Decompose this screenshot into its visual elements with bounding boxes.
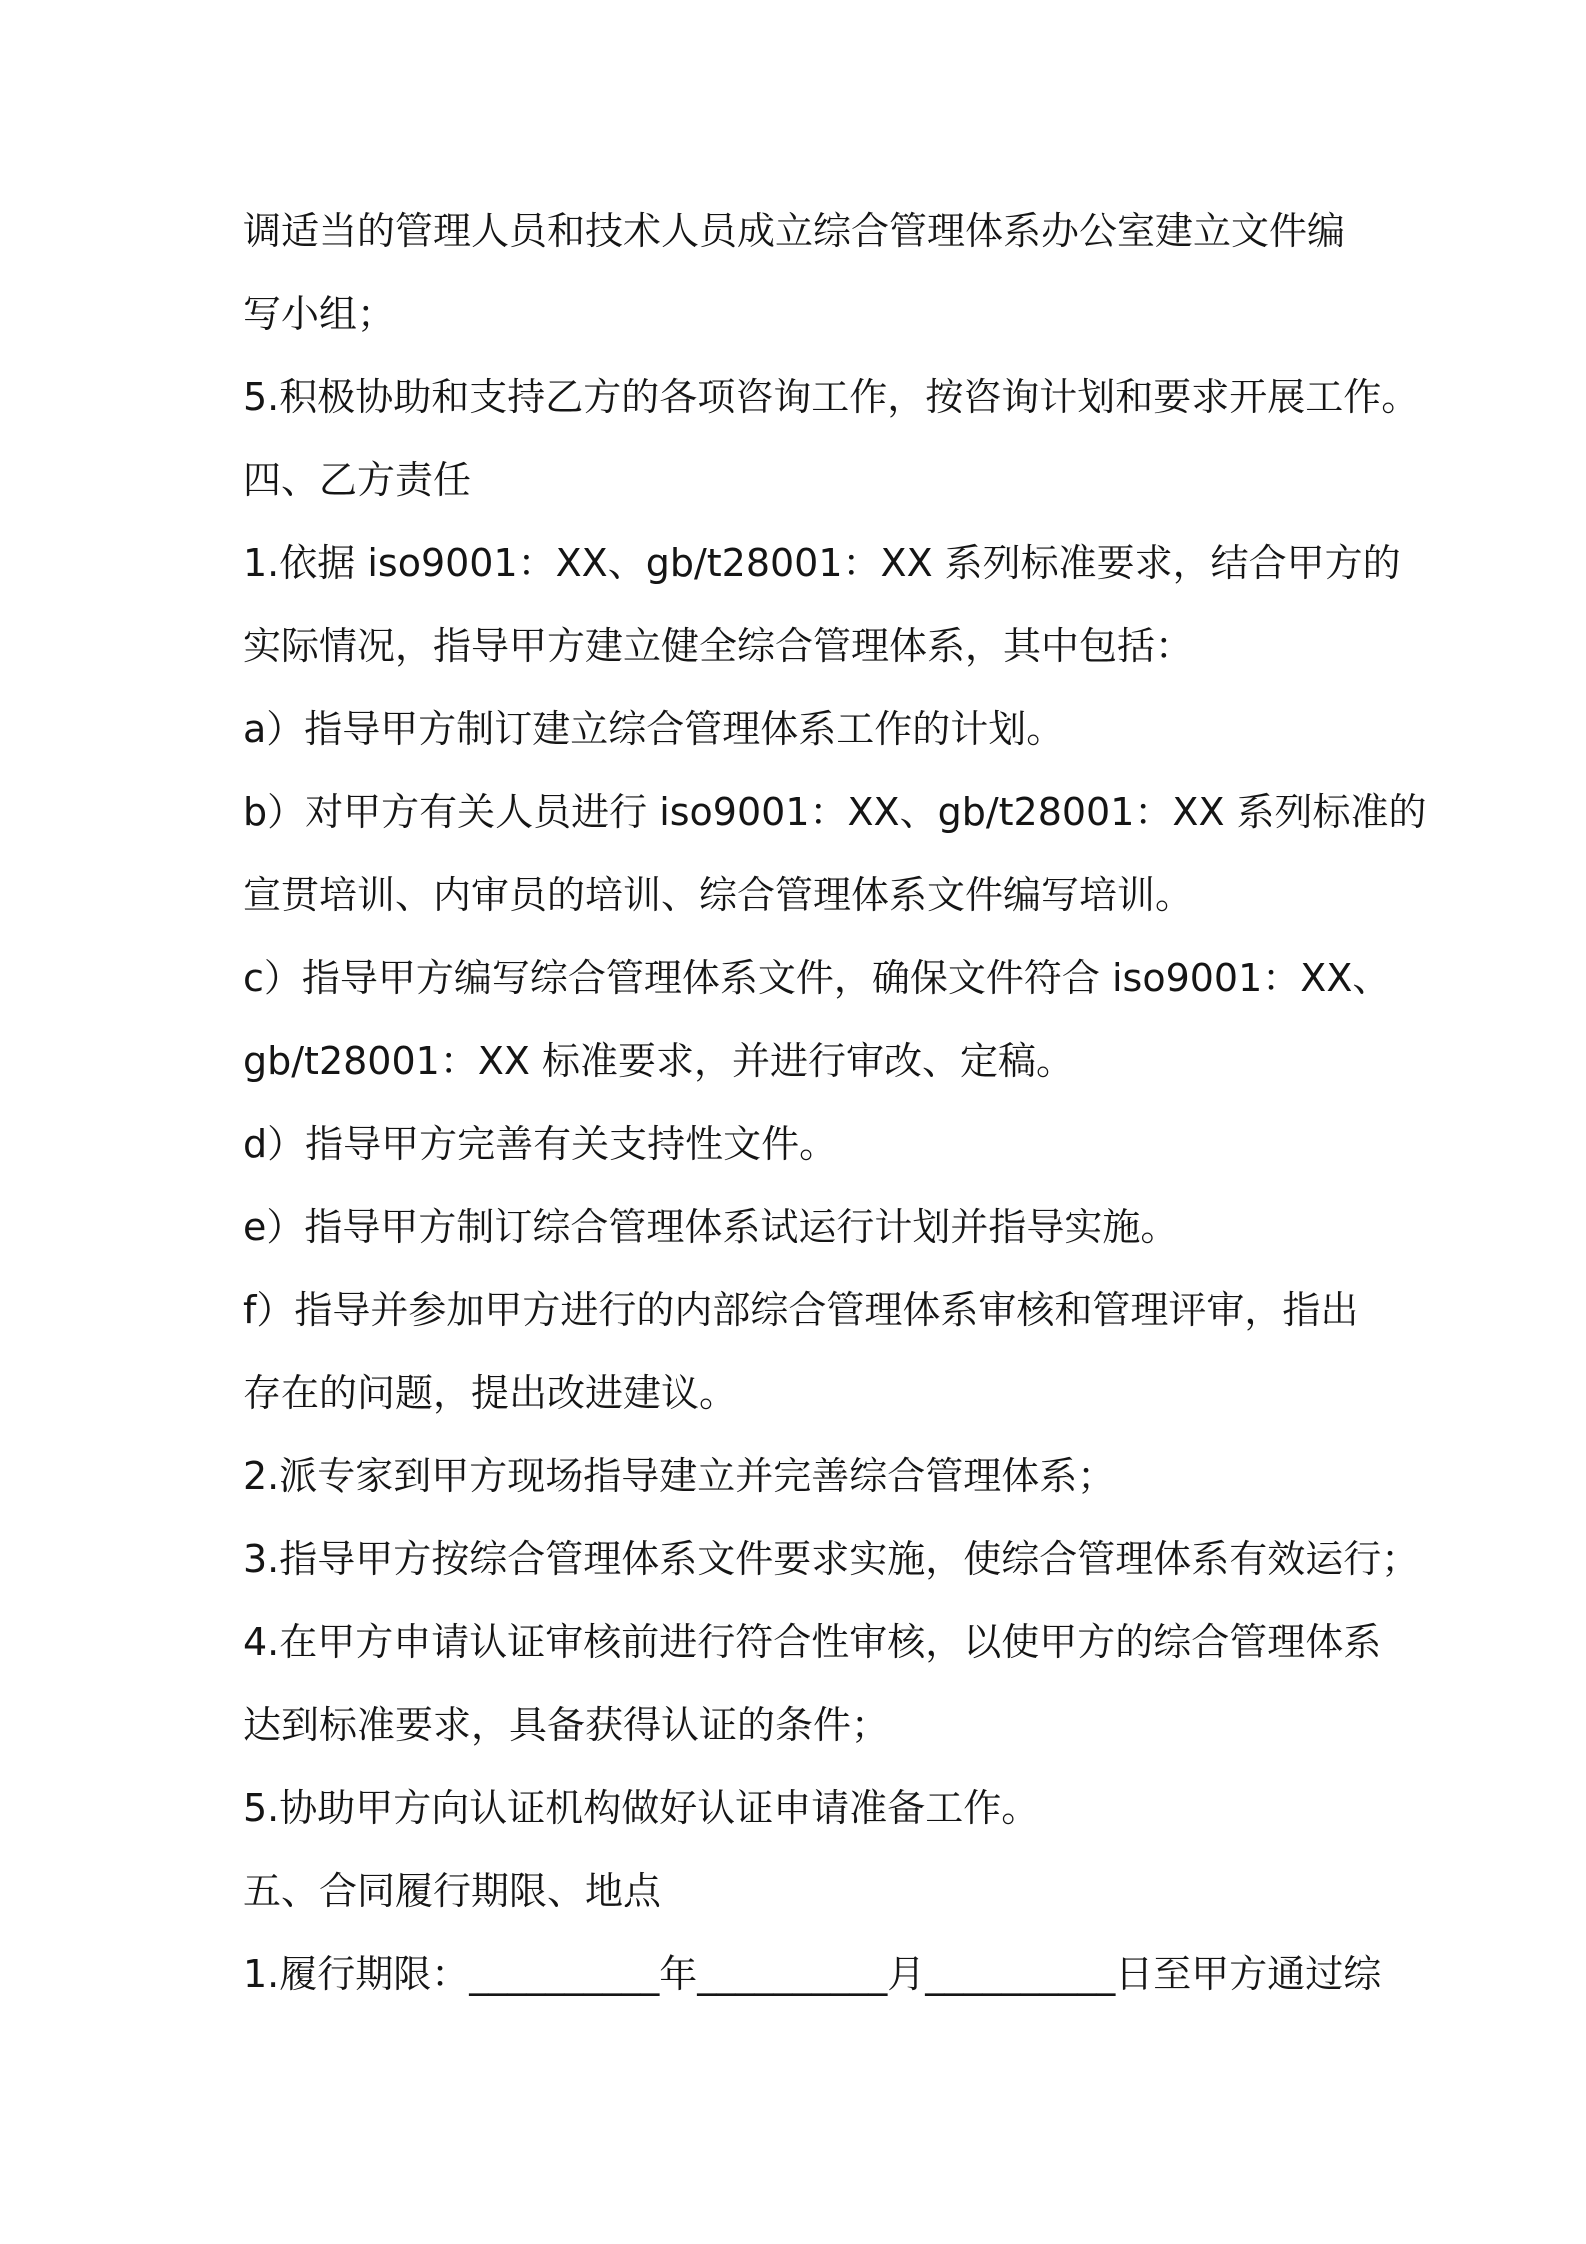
text-line: 3.指导甲方按综合管理体系文件要求实施，使综合管理体系有效运行； [243,1537,1420,1581]
text-line: 1.依据 iso9001：XX、gb/t28001：XX 系列标准要求，结合甲方的 [243,541,1401,585]
text-line: 实际情况，指导甲方建立健全综合管理体系，其中包括： [243,624,1194,668]
text-line: 写小组； [243,292,396,336]
text-line: 4.在甲方申请认证审核前进行符合性审核，以使甲方的综合管理体系 [243,1620,1382,1664]
section-heading: 五、合同履行期限、地点 [243,1869,662,1913]
text-line: b）对甲方有关人员进行 iso9001：XX、gb/t28001：XX 系列标准的 [243,790,1427,834]
text-line: 5.协助甲方向认证机构做好认证申请准备工作。 [243,1786,1040,1830]
text-line: gb/t28001：XX 标准要求，并进行审改、定稿。 [243,1039,1074,1083]
text-line: f）指导并参加甲方进行的内部综合管理体系审核和管理评审，指出 [243,1288,1359,1332]
text-line: 2.派专家到甲方现场指导建立并完善综合管理体系； [243,1454,1116,1498]
text-line: e）指导甲方制订综合管理体系试运行计划并指导实施。 [243,1205,1179,1249]
text-line: 5.积极协助和支持乙方的各项咨询工作，按咨询计划和要求开展工作。 [243,375,1420,419]
text-line: 存在的问题，提出改进建议。 [243,1371,738,1415]
section-heading: 四、乙方责任 [243,458,472,502]
text-line: 1.履行期限：__________年__________月__________日至甲方通过综 [243,1952,1382,1996]
text-line: 达到标准要求，具备获得认证的条件； [243,1703,890,1747]
text-line: a）指导甲方制订建立综合管理体系工作的计划。 [243,707,1065,751]
text-line: 宣贯培训、内审员的培训、综合管理体系文件编写培训。 [243,873,1194,917]
text-line: c）指导甲方编写综合管理体系文件，确保文件符合 iso9001：XX、 [243,956,1391,1000]
text-line: 调适当的管理人员和技术人员成立综合管理体系办公室建立文件编 [243,209,1346,253]
text-line: d）指导甲方完善有关支持性文件。 [243,1122,838,1166]
